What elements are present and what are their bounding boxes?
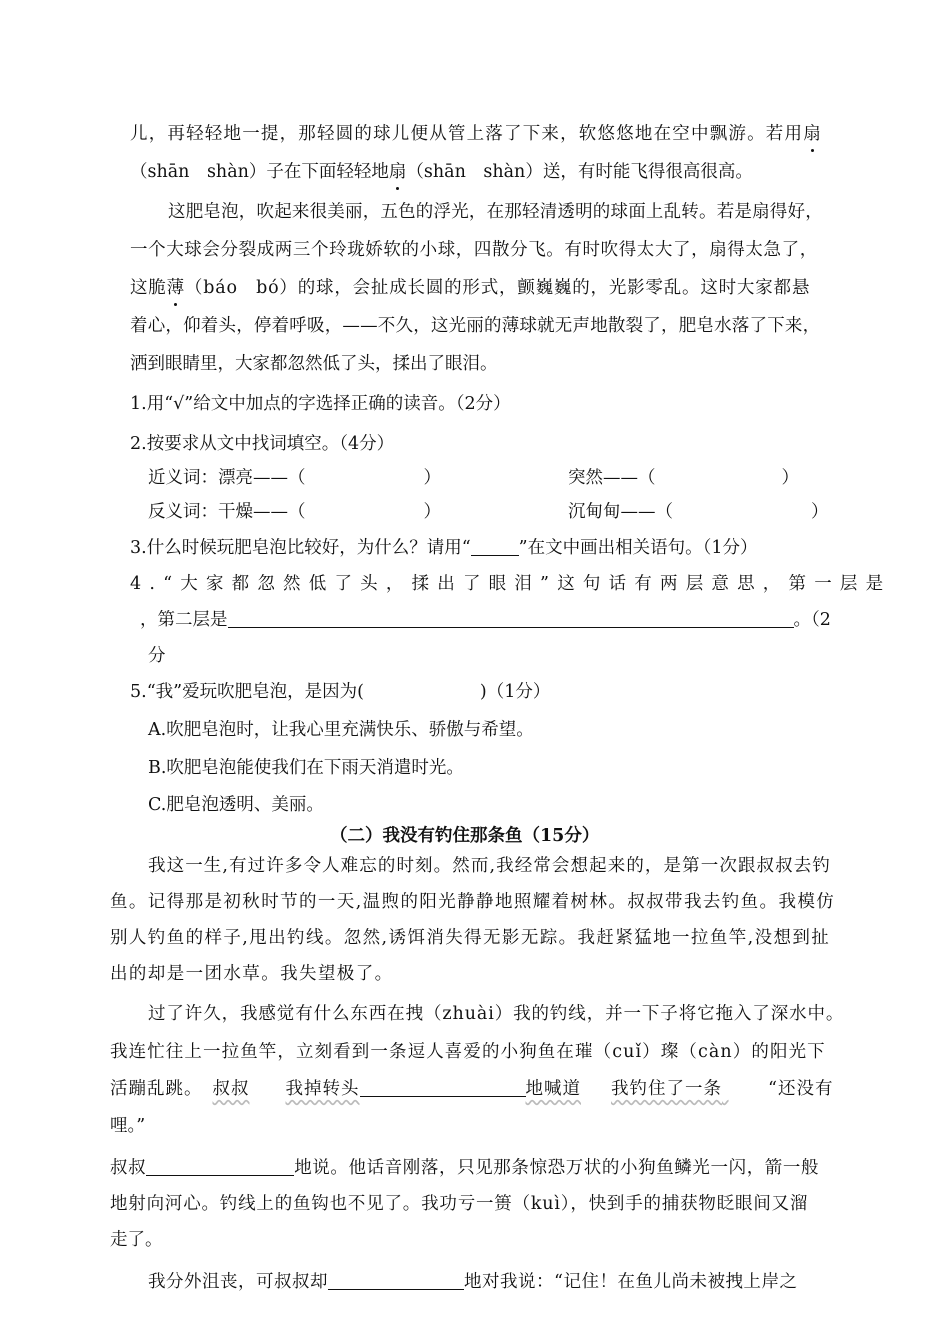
- underline-sample: [471, 537, 519, 556]
- fill-blank[interactable]: [146, 1157, 294, 1176]
- s2-p2-line4: 哩。”: [110, 1116, 146, 1136]
- s2-p1-line3: 别人钓鱼的样子,甩出钓线。忽然,诱饵消失得无影无踪。我赶紧猛地一拉鱼竿,没想到扯: [110, 928, 831, 948]
- s2-p3-line3: 走了。: [110, 1230, 163, 1250]
- section2-title: （二）我没有钓住那条鱼（15分）: [330, 826, 600, 846]
- question-4-line1: 4.“大家都忽然低了头，揉出了眼泪”这句话有两层意思，第一层是: [130, 574, 892, 594]
- q4-answer-blank[interactable]: [228, 609, 794, 628]
- dotted-char-bao: 薄: [167, 274, 185, 299]
- q2-synonym-1: 近义词：漂亮——（ ）: [148, 468, 441, 488]
- q2-antonym-1: 反义词：干燥——（ ）: [148, 502, 441, 522]
- fill-blank[interactable]: [360, 1078, 526, 1097]
- option-a: A.吹肥皂泡时，让我心里充满快乐、骄傲与希望。: [148, 720, 534, 740]
- question-4-line3: 分: [148, 646, 166, 666]
- option-c: C.肥皂泡透明、美丽。: [148, 795, 324, 815]
- question-1: 1.用“√”给文中加点的字选择正确的读音。（2分）: [130, 394, 511, 414]
- passage1-line2: （shān shàn）子在下面轻轻地扇（shān shàn）送，有时能飞得很高很高。: [130, 158, 753, 183]
- passage2-line5: 洒到眼睛里，大家都忽然低了头，揉出了眼泪。: [130, 354, 498, 374]
- passage2-line4: 着心，仰着头，停着呼吸，——不久，这光丽的薄球就无声地散裂了，肥皂水落了下来，: [130, 316, 821, 336]
- question-5: 5.“我”爱玩吹肥皂泡，是因为( )（1分）: [130, 682, 551, 702]
- question-2: 2.按要求从文中找词填空。（4分）: [130, 434, 395, 454]
- q2-antonym-2: 沉甸甸——（ ）: [568, 502, 829, 522]
- s2-p2-line1: 过了许久，我感觉有什么东西在拽（zhuài）我的钓线，并一下子将它拖入了深水中。: [148, 1004, 845, 1024]
- fill-blank[interactable]: [328, 1271, 464, 1290]
- s2-p1-line2: 鱼。记得那是初秋时节的一天,温煦的阳光静静地照耀着树林。叔叔带我去钓鱼。我模仿: [110, 892, 836, 912]
- dotted-char-shan-1: 扇: [803, 120, 822, 145]
- s2-p2-line3: 活蹦乱跳。 叔叔 我掉转头 地喊道 我钓住了一条 “还没有: [110, 1079, 834, 1099]
- passage2-line1: 这肥皂泡，吹起来很美丽，五色的浮光，在那轻清透明的球面上乱转。若是扇得好，: [168, 202, 823, 222]
- s2-p4-line1: 我分外沮丧，可叔叔却 地对我说：“记住！在鱼儿尚未被拽上岸之: [148, 1272, 798, 1292]
- s2-p1-line4: 出的却是一团水草。我失望极了。: [110, 964, 394, 984]
- passage2-line2: 一个大球会分裂成两三个玲珑娇软的小球，四散分飞。有时吹得太大了，扇得太急了，: [130, 240, 818, 260]
- dotted-char-shan-2: 扇: [389, 158, 407, 183]
- option-b: B.吹肥皂泡能使我们在下雨天消遣时光。: [148, 758, 464, 778]
- punctuation-slot[interactable]: [722, 1079, 768, 1099]
- s2-p2-line2: 我连忙往上一拉鱼竿，立刻看到一条逗人喜爱的小狗鱼在璀（cuǐ）璨（càn）的阳光下: [110, 1042, 826, 1062]
- passage2-line3: 这脆薄（báo bó）的球，会扯成长圆的形式，颤巍巍的，光影零乱。这时大家都悬: [130, 274, 810, 299]
- s2-p3-line2: 地射向河心。钓线上的鱼钩也不见了。我功亏一篑（kuì），快到手的捕获物眨眼间又溜: [110, 1194, 809, 1214]
- question-4-line2: ，第二层是 。（2: [140, 610, 831, 630]
- s2-p3-line1: 叔叔 地说。他话音刚落，只见那条惊恐万状的小狗鱼鳞光一闪，箭一般: [110, 1158, 820, 1178]
- q2-synonym-2: 突然——（ ）: [568, 468, 799, 488]
- question-3: 3.什么时候玩肥皂泡比较好，为什么？请用“ ”在文中画出相关语句。（1分）: [130, 538, 758, 558]
- s2-p1-line1: 我这一生,有过许多令人难忘的时刻。然而,我经常会想起来的，是第一次跟叔叔去钓: [148, 856, 831, 876]
- passage1-line1: 儿，再轻轻地一提，那轻圆的球儿便从管上落了下来，软悠悠地在空中飘游。若用扇: [130, 120, 822, 145]
